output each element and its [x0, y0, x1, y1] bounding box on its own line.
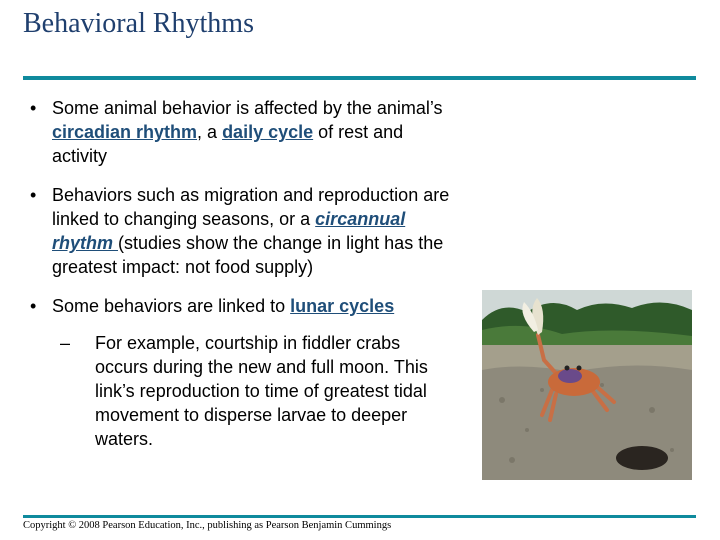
sub-bullet-item — [30, 331, 450, 451]
bullet-text: Some animal behavior is affected by the animal’s — [52, 98, 443, 118]
fiddler-crab-illustration — [482, 290, 692, 480]
bullet-text: Behaviors such as migration and reproduction are linked to changing seasons, or a — [52, 185, 450, 229]
bullet-item — [30, 96, 450, 168]
bullet-item — [30, 183, 450, 279]
bullet-dot: • — [30, 296, 37, 316]
sub-bullet-text: For example, courtship in fiddler crabs occurs during the new and full moon. This link’s reproduction to time of greatest tidal movement to disperse larvae to deeper waters. — [95, 333, 428, 449]
slide-title: Behavioral Rhythms — [23, 8, 254, 39]
bullet-item — [30, 294, 450, 318]
sub-bullet-dash: – — [60, 333, 71, 353]
keyword-circannual-rhythm: circannual rhythm — [52, 209, 406, 253]
keyword-lunar-cycles: lunar cycles — [290, 296, 395, 316]
keyword-circadian-rhythm: circadian rhythm — [52, 122, 198, 142]
fiddler-crab-photo — [482, 290, 692, 480]
bullet-dot: • — [30, 98, 37, 118]
bullet-text: of rest and activity — [52, 122, 404, 166]
footer-divider — [23, 515, 696, 518]
bullet-list — [30, 96, 450, 451]
copyright-footer: Copyright © 2008 Pearson Education, Inc., publishing as Pearson Benjamin Cummings — [23, 520, 392, 531]
bullet-text: (studies show the change in light has the greatest impact: not food supply) — [52, 233, 444, 277]
bullet-text: , a — [197, 122, 223, 142]
bullet-text: Some behaviors are linked to — [52, 296, 291, 316]
title-divider — [23, 76, 696, 80]
keyword-daily-cycle: daily cycle — [222, 122, 314, 142]
bullet-dot: • — [30, 185, 37, 205]
